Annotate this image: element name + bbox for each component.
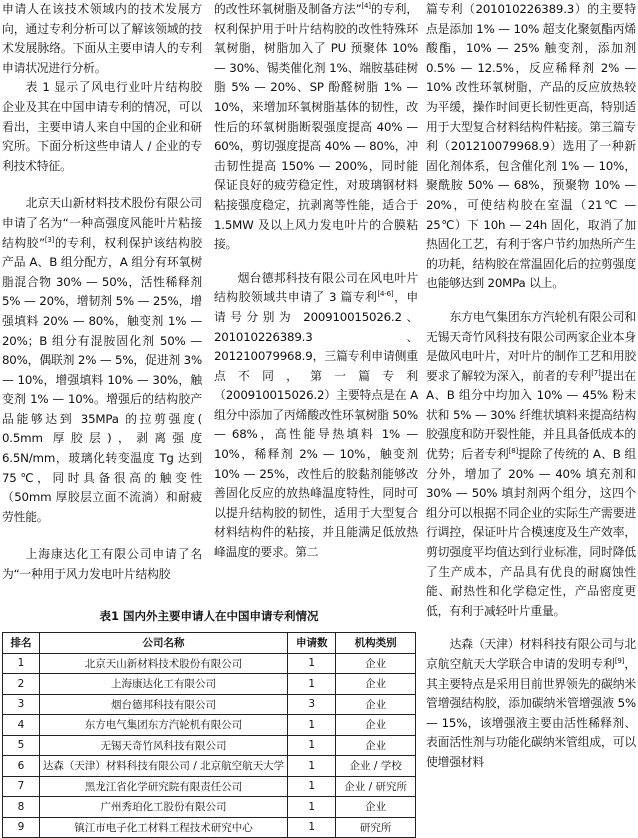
table-header-row <box>3 633 416 654</box>
paragraph <box>214 269 418 563</box>
table-row <box>3 756 416 777</box>
header-company: 公司名称 <box>39 633 287 654</box>
paragraph-text: 的改性环氧树脂及制备方法” <box>214 2 362 16</box>
cell-count: 1 <box>288 735 336 756</box>
cell-category: 企业 <box>336 797 416 818</box>
paragraph <box>2 194 202 527</box>
cell-company: 无锡天奇竹风科技有限公司 <box>39 735 287 756</box>
cell-company: 东方电气集团东方汽轮机有限公司 <box>39 715 287 736</box>
paragraph-text: 提除了传统的 A、B 组分外，增加了 20% — 40% 填充剂和 30% — 50% 填封剂两个组分，这四个组分可以根据不同企业的实际生产需要进行调控，保证叶片合模速度及生产效率，剪切强度平均值达到行业标准，同时降低了生产成本，产品具有优良的耐腐蚀性能、耐热性和化学稳定性，产品密度更低，有利于减轻叶片重量。 <box>426 447 637 618</box>
cell-rank: 2 <box>3 674 40 695</box>
paragraph <box>214 0 418 255</box>
cell-count: 1 <box>288 797 336 818</box>
citation-ref: [4-6] <box>377 290 394 299</box>
table-row <box>3 653 416 674</box>
paragraph: 表 1 显示了风电行业叶片结构胶企业及其在中国申请专利的情况，可以看出，主要申请人来自中国的企业和研究所。下面分析这些申请人 / 企业的专利技术特征。 <box>2 80 202 173</box>
text-column-middle <box>214 0 418 563</box>
paragraph <box>426 635 636 772</box>
applicant-table <box>2 632 416 838</box>
cell-rank: 4 <box>3 715 40 736</box>
cell-company: 烟台德邦科技有限公司 <box>39 694 287 715</box>
cell-company: 镇江市电子化工材料工程技术研究中心 <box>39 817 287 838</box>
paragraph-text: 北京天山新材料技术股份有限公司申请了名为“一种高强度风能叶片粘接结构胶” <box>2 196 202 250</box>
paragraph-text: ，其主要特点是采用目前世界领先的碳纳米管增强结构胶，添加碳纳米管增强液 5% — 15%，该增强液主要由活性稀释剂、表面活性剂与功能化碳纳米管组成，可以使增强材料 <box>426 657 636 769</box>
text-column-right <box>426 0 636 773</box>
cell-count: 1 <box>288 756 336 777</box>
paragraph-text: 达森（天津）材料科技有限公司与北京航空航天大学联合申请的发明专利 <box>426 637 636 671</box>
header-rank: 排名 <box>3 633 40 654</box>
paragraph-text: 东方电气集团东方汽轮机有限公司和无锡天奇竹风科技有限公司两家企业本身是做风电叶片，对叶片的制作工艺和用胶要求了解较为深入，前者的专利 <box>426 309 636 383</box>
cell-company: 黑龙江省化学研究院有限责任公司 <box>39 776 287 797</box>
cell-category: 企业 <box>336 715 416 736</box>
cell-count: 1 <box>288 715 336 736</box>
cell-rank: 8 <box>3 797 40 818</box>
cell-category: 企业 <box>336 735 416 756</box>
citation-ref: [9] <box>614 657 625 665</box>
table-row <box>3 817 416 838</box>
cell-company: 广州秀珀化工股份有限公司 <box>39 797 287 818</box>
cell-count: 1 <box>288 674 336 695</box>
table-row <box>3 694 416 715</box>
paragraph: 篇专利（201010226389.3）的主要特点是添加 1% — 10% 超支化聚氨酯丙烯酸酯，10% — 25% 触变剂，添加剂 0.5% — 12.5%，反应稀释剂 2% — 10% 改性环氧树脂，产品的反应放热较为平缓，操作时间更长韧性更高，特别适用于大型复合材料结构件粘接。第三篇专利（201210079968.9）选用了一种新固化剂体系，包含催化剂 1% — 10%，聚酰胺 50% — 68%，预聚物 10% — 20%，可使结构胶在室温（21℃ — 25℃）下 10h — 24h 固化，取消了加热固化工艺，有利于客户节约加热所产生的功耗，结构胶在常温固化后的拉剪强度也能够达到 20MPa 以上。 <box>426 2 636 291</box>
table-row <box>3 674 416 695</box>
cell-category: 企业 / 研究所 <box>336 776 416 797</box>
citation-ref: [7] <box>591 368 601 377</box>
cell-company: 上海康达化工有限公司 <box>39 674 287 695</box>
table-section <box>2 606 416 838</box>
table-row <box>3 797 416 818</box>
cell-category: 研究所 <box>336 817 416 838</box>
paragraph: 上海康达化工有限公司申请了名为“一种用于风力发电叶片结构胶 <box>2 547 202 582</box>
cell-rank: 3 <box>3 694 40 715</box>
paragraph-text: 烟台德邦科技有限公司在风电叶片结构胶领域共申请了 3 篇专利 <box>214 270 418 305</box>
table-caption: 表1 国内外主要申请人在中国申请专利情况 <box>99 609 319 623</box>
cell-rank: 6 <box>3 756 40 777</box>
cell-category: 企业 <box>336 674 416 695</box>
citation-ref: [3] <box>44 235 55 244</box>
cell-count: 1 <box>288 817 336 838</box>
cell-category: 企业 <box>336 694 416 715</box>
cell-company: 达森（天津）材料科技有限公司 / 北京航空航天大学 <box>39 756 287 777</box>
citation-ref: [8] <box>508 447 519 456</box>
paragraph-text: 的专利，权利保护用于叶片结构胶的改性特殊环氧树脂，树脂加入了 PU 预聚体 10% — 30%、锡类催化剂 1%、端胺基硅树脂 5% — 20%、SP 酚醛树脂 1% — 10%，来增加环氧树脂基体的韧性，改性后的环氧树脂断裂强度提高 40% — 60%，剪切强度提高 40% — 80%，冲击韧性提高 150% — 200%，同时能保证良好的疲劳稳定性，对玻璃钢材料粘接强度稳定，抗剥离等性能，适合于 1.5MW 及以上风力发电叶片的合膜粘接。 <box>214 2 419 252</box>
cell-category: 企业 / 学校 <box>336 756 416 777</box>
cell-rank: 1 <box>3 653 40 674</box>
paragraph-text: ，申请号分别为 200910015026.2、201010226389.3、201210079968.9，三篇专利申请侧重点不同，第一篇专利（200910015026.2）主要特点是在 A 组分中添加了丙烯酸改性环氧树脂 50% — 68%，高性能导热填料 1% — 10%，稀释剂 2% — 10%，触变剂 10% — 25%，改性后的胶黏剂能够改善固化反应的放热峰温度特性，同时可以提升结构胶的韧性，适用于大型复合材料结构件的粘接，并且能满足低放热峰温度的要求。第二 <box>214 290 418 560</box>
cell-rank: 5 <box>3 735 40 756</box>
cell-count: 1 <box>288 653 336 674</box>
cell-rank: 9 <box>3 817 40 838</box>
cell-count: 1 <box>288 776 336 797</box>
table-row <box>3 735 416 756</box>
cell-rank: 7 <box>3 776 40 797</box>
paragraph-text: 提出在 A、B 组分中均加入 10% — 45% 粉末状和 5% — 30% 纤维状填料来提高结构胶强度和防开裂性能，并且具备低成本的优势；后者专利 <box>426 368 637 462</box>
table-row <box>3 776 416 797</box>
paragraph-text: 的专利，权利保护该结构胶产品 A、B 组分配方，A 组分有环氧树脂混合物 30% — 50%，活性稀释剂 5% — 20%，增韧剂 5% — 25%，增强填料 20% — 80%，触变剂 1% — 20%；B 组分有混胺固化剂 50% — 80%，偶联剂 2% — 5%，促进剂 3% — 10%，增强填料 10% — 30%，触变剂 1% — 10%。增强后的结构胶产品能够达到 35MPa 的拉剪强度( 0.5mm 厚胶层)，剥离强度 6.5N/mm，玻璃化转变温度 Tg 达到 75℃，同时具备很高的触变性（50mm 厚胶层立面不流淌）和耐疲劳性能。 <box>2 235 203 524</box>
header-category: 机构类别 <box>336 633 416 654</box>
citation-ref: [4] <box>361 2 371 10</box>
paragraph <box>426 308 636 622</box>
cell-category: 企业 <box>336 653 416 674</box>
header-count: 申请数 <box>288 633 336 654</box>
cell-company: 北京天山新材料技术股份有限公司 <box>39 653 287 674</box>
cell-count: 3 <box>288 694 336 715</box>
table-row <box>3 715 416 736</box>
paragraph: 申请人在该技术领域内的技术发展方向，通过专利分析可以了解该领域的技术发展脉络。下面从主要申请人的专利申请状况进行分析。 <box>2 2 202 75</box>
text-column-left <box>2 0 202 585</box>
